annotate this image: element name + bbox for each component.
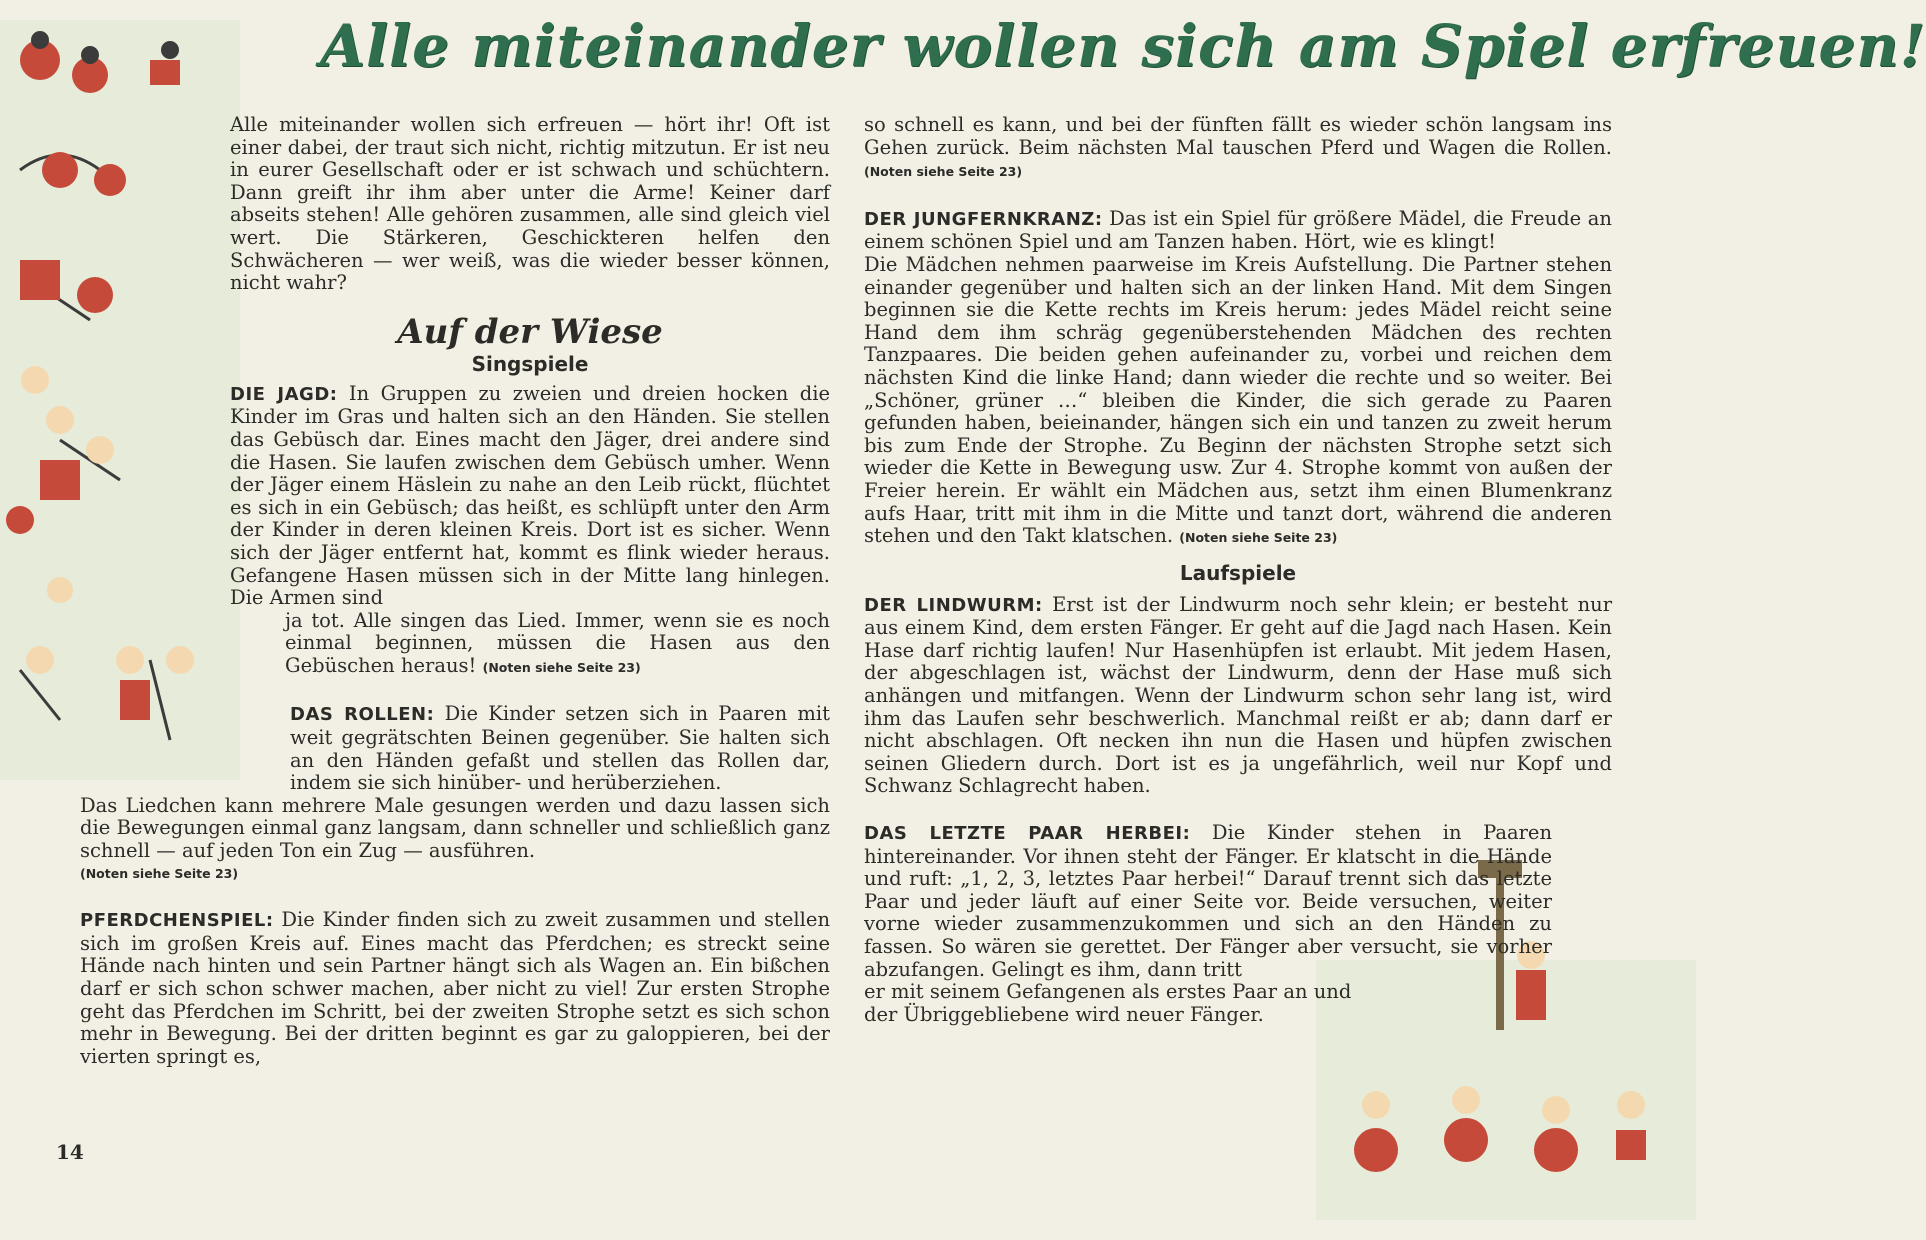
- jagd-text: In Gruppen zu zweien und dreien hocken die Kinder im Gras und halten sich an den Händen. Sie stellen das Gebüsch dar. Eines macht den Jäger, drei andere sind die Hasen. Sie laufen zwischen dem Gebüsch umher. Wenn der Jäger einem Häslein zu nahe an den Leib rückt, flüchtet es sich in ein Gebüsch; das heißt, es schlüpft unter den Arm der Kinder in deren kleinen Kreis. Dort ist es sicher. Wenn sich der Jäger entfernt hat, kommt es flink wieder heraus. Gefangene Hasen müssen sich in der Mitte lang hinlegen. Die Armen sind: [230, 381, 830, 610]
- jagd-lead: DIE JAGD:: [230, 383, 338, 405]
- lindwurm-lead: DER LINDWURM:: [864, 594, 1043, 616]
- laufspiele-title: Laufspiele: [1179, 560, 1297, 585]
- pferdchen-cont-paragraph: [864, 114, 1612, 184]
- rollen-text: Die Kinder setzen sich in Paaren mit weit gegrätschten Beinen gegenüber. Sie halten sich an den Händen gefaßt und stellen das Rollen dar, indem sie sich hinüber- und herüberziehen.: [290, 702, 830, 795]
- section-subtitle: Singspiele: [471, 351, 589, 376]
- jagd-paragraph: [230, 383, 830, 610]
- right-column: [864, 114, 1612, 1026]
- pferdchen-paragraph: [80, 909, 830, 1068]
- jungfernkranz-paragraph-2: [864, 254, 1612, 550]
- jagd-note: (Noten siehe Seite 23): [482, 659, 641, 675]
- rollen-paragraph-cont: Das Liedchen kann mehrere Male gesungen werden und dazu lassen sich die Bewegungen einmal ganz langsam, dann schneller und schließlich ganz schnell — auf jeden Ton ein Zug — ausführen.: [80, 793, 830, 863]
- intro-paragraph: Alle miteinander wollen sich erfreuen — hört ihr! Oft ist einer dabei, der traut sich nicht, richtig mitzutun. Er ist neu in eurer Gesellschaft oder er ist schwach und schüchtern. Dann greift ihr ihm aber unter die Arme! Keiner darf abseits stehen! Alle gehören zusammen, alle sind gleich viel wert. Die Stärkeren, Geschickteren helfen den Schwächeren — wer weiß, was die wieder besser können, nicht wahr?: [230, 113, 830, 295]
- jagd-paragraph-cont: [285, 610, 830, 680]
- letzte-paar-paragraph-cont: er mit seinem Gefangenen als erstes Paar an und der Übriggebliebene wird neuer Fänger.: [864, 980, 1352, 1026]
- letzte-paar-paragraph: [864, 822, 1552, 981]
- rollen-paragraph: [290, 703, 830, 794]
- section-title: Auf der Wiese: [397, 311, 663, 352]
- jungfernkranz-text: Das ist ein Spiel für größere Mädel, die Freude an einem schönen Spiel und am Tanzen haben. Hört, wie es klingt!: [864, 206, 1612, 254]
- jungfernkranz-lead: DER JUNGFERNKRANZ:: [864, 208, 1103, 230]
- rollen-note: (Noten siehe Seite 23): [80, 865, 239, 881]
- pferdchen-text: Die Kinder finden sich zu zweit zusammen und stellen sich im großen Kreis auf. Eines macht das Pferdchen; es streckt seine Hände nach hinten und sein Partner hängt sich als Wagen an. Ein bißchen darf er sich schon schwer machen, aber nicht zu viel! Zur ersten Strophe geht das Pferdchen im Schritt, bei der zweiten Strophe setzt es sich schon mehr in Bewegung. Bei der dritten beginnt es gar zu galoppieren, bei der vierten springt es,: [80, 908, 830, 1068]
- page-title: Alle miteinander wollen sich am Spiel erfreuen!: [320, 12, 1926, 80]
- letzte-paar-text: Die Kinder stehen in Paaren hintereinander. Vor ihnen steht der Fänger. Er klatscht in die Hände und ruft: „1, 2, 3, letztes Paar herbei!“ Darauf trennt sich das letzte Paar und jeder läuft auf einer Seite vor. Beide versuchen, weiter vorne wieder zusammenzukommen und sich an den Händen zu fassen. So wären sie gerettet. Der Fänger aber versucht, sie vorher abzufangen. Gelingt es ihm, dann tritt: [864, 821, 1553, 981]
- jungfernkranz-paragraph: [864, 208, 1612, 254]
- lindwurm-paragraph: [864, 594, 1612, 798]
- pferdchen-cont-text: so schnell es kann, und bei der fünften fällt es wieder schön langsam ins Gehen zurück. Beim nächsten Mal tauschen Pferd und Wagen die Rollen.: [864, 113, 1612, 159]
- jagd-text-cont: ja tot. Alle singen das Lied. Immer, wenn sie es noch einmal beginnen, müssen die Hasen aus den Gebüschen heraus!: [285, 608, 830, 677]
- jungfernkranz-note: (Noten siehe Seite 23): [1179, 530, 1338, 546]
- pferdchen-note: (Noten siehe Seite 23): [864, 164, 1023, 180]
- rollen-lead: DAS ROLLEN:: [290, 704, 435, 726]
- lindwurm-text: Erst ist der Lindwurm noch sehr klein; er besteht nur aus einem Kind, dem ersten Fänger. Er geht auf die Jagd nach Hasen. Kein Hase darf richtig laufen! Nur Hasenhüpfen ist erlaubt. Mit jedem Hasen, der abgeschlagen ist, wächst der Lindwurm, denn der Hase muß sich anhängen und mitfangen. Wenn der Lindwurm schon sehr lang ist, wird ihm das Laufen sehr beschwerlich. Manchmal reißt er ab; dann darf er nicht abschlagen. Oft necken ihn nun die Hasen und hüpfen zwischen seinen Gliedern durch. Dort ist es ja ungefährlich, weil nur Kopf und Schwanz Schlagrecht haben.: [864, 592, 1613, 798]
- letzte-paar-lead: DAS LETZTE PAAR HERBEI:: [864, 823, 1191, 845]
- page-number: 14: [56, 1140, 84, 1164]
- left-column: [80, 114, 830, 1068]
- jungfernkranz-text-2: Die Mädchen nehmen paarweise im Kreis Aufstellung. Die Partner stehen einander gegenüber und halten sich an der linken Hand. Mit dem Singen beginnen sie die Kette rechts im Kreis herum: jedes Mädel reicht seine Hand dem ihm schräg gegenüberstehenden Mädchen des rechten Tanzpaares. Die beiden gehen aufeinander zu, vorbei und reichen dem nächsten Kind die linke Hand; dann wieder die rechte und so weiter. Bei „Schöner, grüner …“ bleiben die Kinder, die sich gerade zu Paaren gefunden haben, beieinander, hängen sich ein und tanzen zu zweit herum bis zum Ende der Strophe. Zu Beginn der nächsten Strophe setzt sich wieder die Kette in Bewegung usw. Zur 4. Strophe kommt von außen der Freier herein. Er wählt ein Mädchen aus, setzt ihm einen Blumenkranz aufs Haar, tritt mit ihm in die Mitte und tanzt dort, während die anderen stehen und den Takt klatschen.: [864, 252, 1612, 548]
- pferdchen-lead: PFERDCHENSPIEL:: [80, 910, 274, 932]
